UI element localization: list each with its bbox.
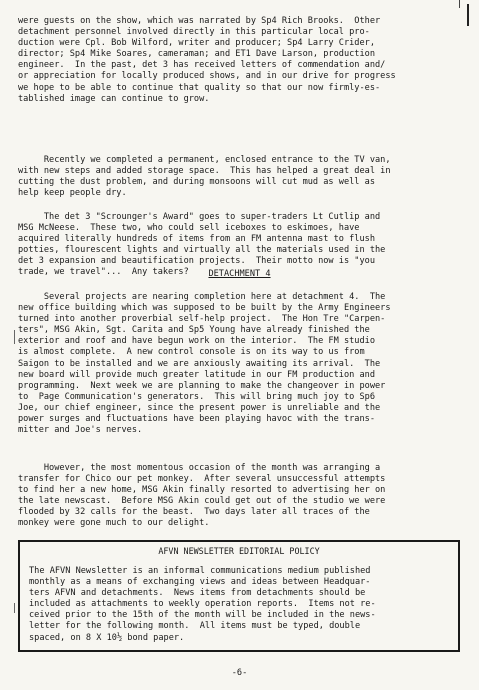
section-heading-detachment-4 [0,269,479,280]
section-heading-text: DETACHMENT 4 [208,269,271,279]
paragraph-monkey-transfer: However, the most momentous occasion of the month was arranging a transfer for Chico our pet monkey. After several unsuccessful attempts to find her a new home, MSG Akin finally resorted to advertising her on the late newscast. Before MSG Akin could get out of the studio we were flooded by 32 calls for the beast. Two days later all traces of the monkey were gone much to our delight. [18,463,386,529]
scan-artifact-mark [459,0,460,8]
paragraph-det3-production-credits: were guests on the show, which was narrated by Sp4 Rich Brooks. Other detachment personnel involved directly in this particular local pro- duction were Cpl. Bob Wilford, writer and producer; Sp4 Larry Crider, director; Sp4 Mike Soares, cameraman; and ET1 Dave Larson, production engineer. In the past, det 3 has received letters of commendation and/ or appreciation for locally produced shows, and in our drive for progress we hope to be able to continue that quality so that our now firmly-es- tablished image can continue to grow. [18,16,396,104]
page-number: -6- [231,668,248,678]
margin-mark [14,603,15,613]
paragraph-det4-projects: Several projects are nearing completion here at detachment 4. The new office building which was supposed to be built by the Army Engineers turned into another proverbial self-help project. The Hon Tre "Carpen- ters", MSG Akin, Sgt. Carita and Sp5 Young have already finished the exterior and roof and have begun work on the interior. The FM studio is almost complete. A new control console is on its way to us from Saigon to be installed and we are anxiously awaiting its arrival. The new board will provide much greater latitude in our FM production and programming. Next week we are planning to make the changeover in power to Page Communication's generators. This will bring much joy to Sp6 Joe, our chief engineer, since the present power is unreliable and the power surges and fluctuations have been playing havoc with the trans- mitter and Joe's nerves. [18,292,391,436]
editorial-policy-box [18,540,460,652]
editorial-policy-title: AFVN NEWSLETTER EDITORIAL POLICY [158,546,320,556]
editorial-policy-text: The AFVN Newsletter is an informal communications medium published monthly as a means of exchanging views and ideas between Headquar- ters AFVN and detachments. News items from detachments should be included as attachments to weekly operation reports. Items not re- ceived prior to the 15th of the month will be included in the news- letter for the following month. All items must be typed, double spaced, on 8 X 10½ bond paper. [29,566,376,643]
margin-mark [14,330,15,344]
paragraph-scrounger-award: The det 3 "Scrounger's Award" goes to super-traders Lt Cutlip and MSG McNeese. These two, who could sell iceboxes to eskimoes, have acquired literally hundreds of items from an FM antenna mast to flush potties, flourescent lights and virtually all the materials used in the det 3 expansion and beautification projects. Their motto now is "you trade, we travel"... Any takers? [18,212,386,278]
paragraph-tv-van-entrance: Recently we completed a permanent, enclosed entrance to the TV van, with new steps and added storage space. This has helped a great deal in cutting the dust problem, and during monsoons will cut mud as well as help keep people dry. [18,155,391,199]
